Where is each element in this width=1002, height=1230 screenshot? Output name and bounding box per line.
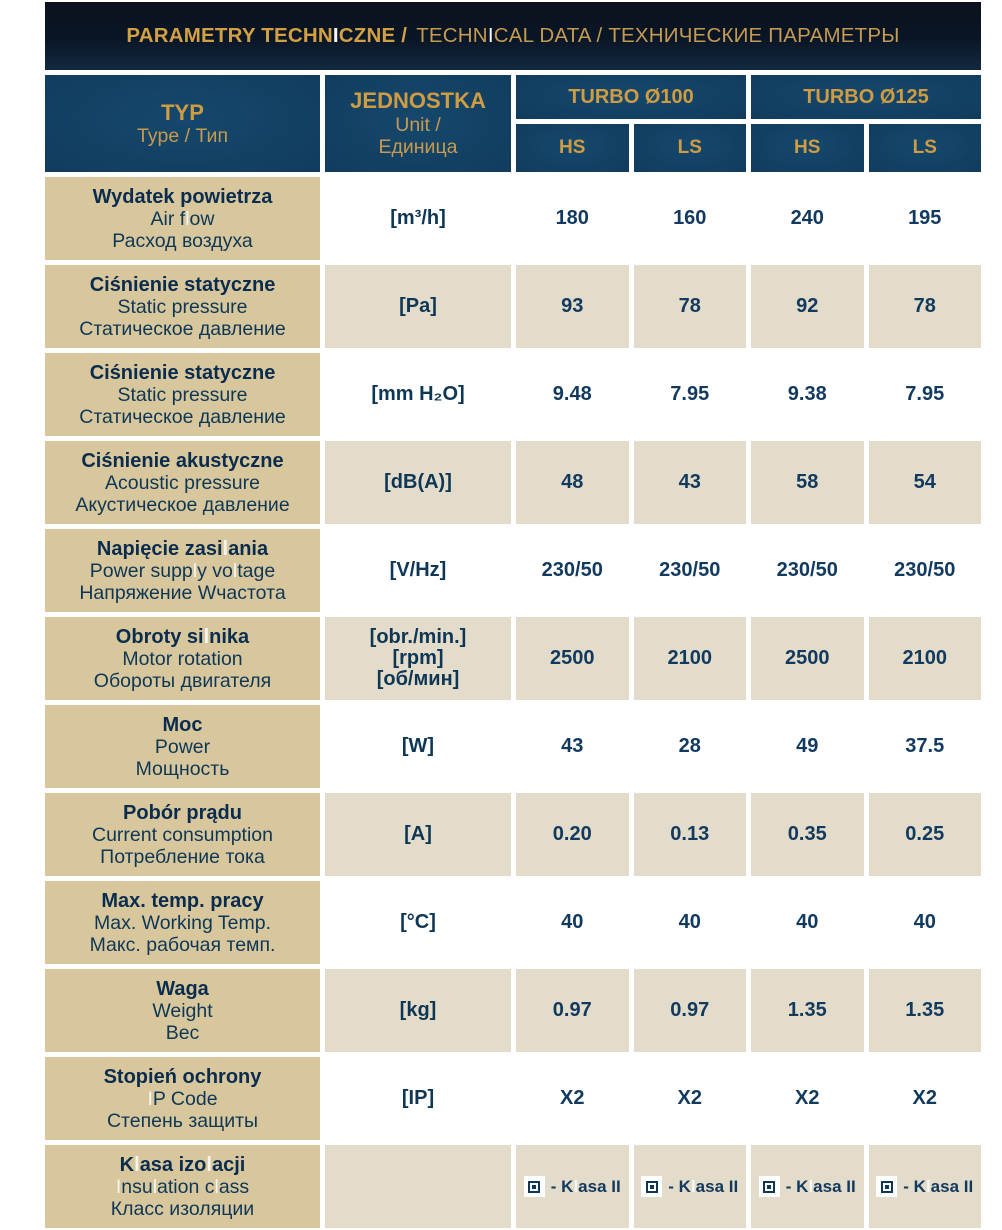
value-text: 0.97 bbox=[670, 999, 710, 1021]
group-label: TURBO Ø100 bbox=[568, 85, 694, 108]
table-row bbox=[45, 793, 981, 876]
header-unit-sub1: Unit / bbox=[395, 113, 441, 136]
header-group-turbo100 bbox=[516, 75, 746, 119]
class-ii-square-icon bbox=[759, 1176, 780, 1197]
unit-line: [°C] bbox=[400, 911, 436, 933]
parameter-name-en: Current consumption bbox=[91, 823, 273, 846]
value-text: 43 bbox=[678, 471, 701, 493]
value-cell-turbo100-hs bbox=[516, 969, 629, 1052]
value-text: 1.35 bbox=[787, 999, 827, 1021]
unit-cell bbox=[325, 441, 511, 524]
parameter-name-en: Motor rotation bbox=[122, 647, 243, 670]
parameter-name-pl: Ciśnienie akustyczne bbox=[81, 449, 284, 472]
value-text: 2100 bbox=[667, 647, 712, 669]
unit-cell bbox=[325, 353, 511, 436]
parameter-name-en: Power supply voltage bbox=[89, 559, 276, 582]
parameter-name-en: IP Code bbox=[147, 1087, 218, 1110]
value-text: 0.13 bbox=[670, 823, 710, 845]
header-group-turbo125 bbox=[751, 75, 981, 119]
value-text: X2 bbox=[795, 1087, 820, 1109]
value-text: 9.48 bbox=[552, 383, 592, 405]
parameter-name-ru: Степень защиты bbox=[106, 1109, 259, 1132]
table-row bbox=[45, 1057, 981, 1140]
value-text: 0.25 bbox=[905, 823, 945, 845]
parameter-name-pl: Moc bbox=[162, 713, 203, 736]
parameter-name-ru: Расход воздуха bbox=[112, 229, 253, 252]
value-text: 49 bbox=[796, 735, 819, 757]
value-text: 58 bbox=[796, 471, 819, 493]
value-text: - Klasa II bbox=[785, 1176, 856, 1196]
parameter-name-ru: Мощность bbox=[135, 757, 230, 780]
unit-cell bbox=[325, 881, 511, 964]
value-cell-turbo100-ls bbox=[634, 969, 747, 1052]
parameter-label-cell bbox=[45, 353, 320, 436]
value-text: 40 bbox=[913, 911, 936, 933]
value-cell-turbo100-hs bbox=[516, 1145, 629, 1228]
parameter-name-pl: Max. temp. pracy bbox=[101, 889, 264, 912]
table-header bbox=[45, 75, 981, 172]
value-text: 7.95 bbox=[905, 383, 945, 405]
parameter-label-cell bbox=[45, 969, 320, 1052]
parameter-name-pl: Stopień ochrony bbox=[103, 1065, 262, 1088]
header-turbo100-ls bbox=[634, 124, 747, 172]
value-cell-turbo125-hs bbox=[751, 265, 864, 348]
value-cell-turbo125-ls bbox=[869, 265, 982, 348]
parameter-name-pl: Waga bbox=[156, 977, 209, 1000]
unit-line: [mm H₂O] bbox=[371, 383, 465, 405]
value-text: 160 bbox=[673, 207, 707, 229]
value-cell-turbo100-hs bbox=[516, 705, 629, 788]
class-ii-square-icon bbox=[876, 1176, 897, 1197]
title-secondary: TECHNICAL DATA / ТЕХНИЧЕСКИЕ ПАРАМЕТРЫ bbox=[416, 24, 900, 47]
parameter-name-en: Power bbox=[154, 735, 211, 758]
unit-cell bbox=[325, 1145, 511, 1228]
parameter-label-cell bbox=[45, 705, 320, 788]
title-primary: PARAMETRY TECHNICZNE / bbox=[126, 24, 408, 47]
header-typ-cell bbox=[45, 75, 320, 172]
value-text: 78 bbox=[678, 295, 701, 317]
value-text: 230/50 bbox=[659, 559, 721, 581]
parameter-label-cell bbox=[45, 265, 320, 348]
value-text: 230/50 bbox=[894, 559, 956, 581]
parameter-name-en: Air flow bbox=[150, 207, 215, 230]
value-cell-turbo100-ls bbox=[634, 705, 747, 788]
parameter-name-pl: Ciśnienie statyczne bbox=[89, 273, 276, 296]
value-cell-turbo125-ls bbox=[869, 705, 982, 788]
parameter-name-en: Weight bbox=[152, 999, 213, 1022]
parameter-name-pl: Ciśnienie statyczne bbox=[89, 361, 276, 384]
value-text: X2 bbox=[560, 1087, 585, 1109]
value-cell-turbo100-hs bbox=[516, 441, 629, 524]
value-text: 0.20 bbox=[552, 823, 592, 845]
unit-line: [m³/h] bbox=[390, 207, 446, 229]
value-cell-turbo125-hs bbox=[751, 353, 864, 436]
value-cell-turbo125-ls bbox=[869, 881, 982, 964]
unit-line: [об/мин] bbox=[376, 668, 460, 690]
value-cell-turbo125-hs bbox=[751, 793, 864, 876]
table-body bbox=[45, 177, 981, 1228]
parameter-label-cell bbox=[45, 881, 320, 964]
value-cell-turbo125-hs bbox=[751, 617, 864, 700]
value-cell-turbo100-ls bbox=[634, 353, 747, 436]
parameter-name-pl: Obroty silnika bbox=[115, 625, 250, 648]
class-ii-square-icon bbox=[524, 1176, 545, 1197]
value-cell-turbo100-hs bbox=[516, 353, 629, 436]
table-title-bar bbox=[45, 2, 981, 70]
value-text: 230/50 bbox=[776, 559, 838, 581]
value-cell-turbo125-hs bbox=[751, 529, 864, 612]
value-cell-turbo125-ls bbox=[869, 1145, 982, 1228]
parameter-name-ru: Потребление тока bbox=[100, 845, 265, 868]
parameter-label-cell bbox=[45, 1145, 320, 1228]
value-text: 2100 bbox=[902, 647, 947, 669]
value-cell-turbo100-hs bbox=[516, 793, 629, 876]
value-cell-turbo125-ls bbox=[869, 441, 982, 524]
value-cell-turbo100-hs bbox=[516, 529, 629, 612]
value-text: X2 bbox=[677, 1087, 702, 1109]
value-text: 40 bbox=[561, 911, 584, 933]
value-text: - Klasa II bbox=[550, 1176, 621, 1196]
unit-cell bbox=[325, 177, 511, 260]
table-row bbox=[45, 705, 981, 788]
value-cell-turbo125-hs bbox=[751, 177, 864, 260]
table-row bbox=[45, 177, 981, 260]
value-text: 54 bbox=[913, 471, 936, 493]
speed-label: HS bbox=[559, 137, 586, 159]
value-text: 1.35 bbox=[905, 999, 945, 1021]
value-text: 180 bbox=[555, 207, 589, 229]
parameter-name-pl: Klasa izolacji bbox=[119, 1153, 246, 1176]
value-text: - Klasa II bbox=[668, 1176, 739, 1196]
parameter-name-ru: Напряжение Wчастота bbox=[79, 581, 286, 604]
value-cell-turbo125-hs bbox=[751, 705, 864, 788]
value-text: 2500 bbox=[785, 647, 830, 669]
value-text: 48 bbox=[561, 471, 584, 493]
unit-line: [dB(A)] bbox=[384, 471, 452, 493]
parameter-name-en: Max. Working Temp. bbox=[93, 911, 271, 934]
unit-line: [Pa] bbox=[399, 295, 437, 317]
value-text: 0.35 bbox=[787, 823, 827, 845]
value-text: 37.5 bbox=[905, 735, 945, 757]
value-cell-turbo100-hs bbox=[516, 881, 629, 964]
table-row bbox=[45, 529, 981, 612]
parameter-name-en: Acoustic pressure bbox=[105, 471, 260, 494]
value-text: 40 bbox=[796, 911, 819, 933]
value-cell-turbo100-ls bbox=[634, 617, 747, 700]
value-cell-turbo100-hs bbox=[516, 177, 629, 260]
value-cell-turbo125-ls bbox=[869, 529, 982, 612]
table-row bbox=[45, 265, 981, 348]
value-cell-turbo125-ls bbox=[869, 969, 982, 1052]
unit-line: [A] bbox=[404, 823, 432, 845]
value-cell-turbo125-ls bbox=[869, 793, 982, 876]
unit-line: [obr./min.] bbox=[369, 626, 467, 648]
unit-line: [V/Hz] bbox=[389, 559, 447, 581]
value-text: 9.38 bbox=[787, 383, 827, 405]
parameter-name-en: Insulation class bbox=[115, 1175, 250, 1198]
value-cell-turbo125-hs bbox=[751, 969, 864, 1052]
unit-line: [W] bbox=[401, 735, 435, 757]
value-text: 230/50 bbox=[541, 559, 603, 581]
value-cell-turbo125-ls bbox=[869, 353, 982, 436]
table-row bbox=[45, 353, 981, 436]
parameter-name-ru: Обороты двигателя bbox=[93, 669, 272, 692]
value-text: 2500 bbox=[550, 647, 595, 669]
parameter-name-ru: Класс изоляции bbox=[110, 1197, 255, 1220]
value-text: 92 bbox=[796, 295, 819, 317]
unit-cell bbox=[325, 969, 511, 1052]
parameter-name-ru: Статическое давление bbox=[79, 405, 286, 428]
value-cell-turbo125-hs bbox=[751, 441, 864, 524]
header-unit-sub2: Единица bbox=[378, 136, 458, 159]
value-text: 195 bbox=[908, 207, 942, 229]
unit-cell bbox=[325, 265, 511, 348]
parameter-name-ru: Акустическое давление bbox=[75, 493, 290, 516]
value-text: 240 bbox=[790, 207, 824, 229]
parameter-label-cell bbox=[45, 793, 320, 876]
parameter-name-pl: Wydatek powietrza bbox=[92, 185, 273, 208]
value-text: X2 bbox=[912, 1087, 937, 1109]
value-cell-turbo100-ls bbox=[634, 1145, 747, 1228]
value-cell-turbo100-ls bbox=[634, 177, 747, 260]
value-cell-turbo125-hs bbox=[751, 1145, 864, 1228]
value-text: 40 bbox=[678, 911, 701, 933]
parameter-label-cell bbox=[45, 441, 320, 524]
value-cell-turbo100-ls bbox=[634, 529, 747, 612]
parameter-name-ru: Статическое давление bbox=[79, 317, 286, 340]
parameter-name-ru: Макс. рабочая темп. bbox=[89, 933, 276, 956]
header-typ-sub: Type / Тип bbox=[136, 124, 229, 147]
parameter-name-en: Static pressure bbox=[117, 383, 248, 406]
value-text: 0.97 bbox=[552, 999, 592, 1021]
value-cell-turbo125-ls bbox=[869, 177, 982, 260]
parameter-label-cell bbox=[45, 617, 320, 700]
value-cell-turbo125-hs bbox=[751, 881, 864, 964]
header-unit-main: JEDNOSTKA bbox=[350, 88, 486, 114]
speed-label: LS bbox=[912, 137, 937, 159]
unit-cell bbox=[325, 705, 511, 788]
unit-cell bbox=[325, 793, 511, 876]
value-cell-turbo100-ls bbox=[634, 441, 747, 524]
value-text: 78 bbox=[913, 295, 936, 317]
parameter-name-pl: Napięcie zasilania bbox=[96, 537, 269, 560]
value-text: 93 bbox=[561, 295, 584, 317]
value-cell-turbo100-ls bbox=[634, 793, 747, 876]
speed-label: HS bbox=[794, 137, 821, 159]
unit-line: [kg] bbox=[399, 999, 437, 1021]
group-label: TURBO Ø125 bbox=[803, 85, 929, 108]
table-row bbox=[45, 441, 981, 524]
value-cell-turbo125-hs bbox=[751, 1057, 864, 1140]
table-row bbox=[45, 617, 981, 700]
parameter-label-cell bbox=[45, 1057, 320, 1140]
value-text: 43 bbox=[561, 735, 584, 757]
unit-cell bbox=[325, 1057, 511, 1140]
unit-line: [IP] bbox=[401, 1087, 435, 1109]
value-cell-turbo100-hs bbox=[516, 617, 629, 700]
table-row bbox=[45, 1145, 981, 1228]
header-turbo100-hs bbox=[516, 124, 629, 172]
unit-cell bbox=[325, 529, 511, 612]
speed-label: LS bbox=[677, 137, 702, 159]
value-cell-turbo100-hs bbox=[516, 1057, 629, 1140]
unit-line: [rpm] bbox=[392, 647, 444, 669]
header-unit-cell bbox=[325, 75, 511, 172]
parameter-label-cell bbox=[45, 177, 320, 260]
value-text: 28 bbox=[678, 735, 701, 757]
parameter-name-en: Static pressure bbox=[117, 295, 248, 318]
parameter-name-ru: Вес bbox=[165, 1021, 200, 1044]
value-cell-turbo125-ls bbox=[869, 1057, 982, 1140]
header-turbo125-hs bbox=[751, 124, 864, 172]
value-cell-turbo125-ls bbox=[869, 617, 982, 700]
value-cell-turbo100-ls bbox=[634, 1057, 747, 1140]
value-cell-turbo100-hs bbox=[516, 265, 629, 348]
table-row bbox=[45, 969, 981, 1052]
class-ii-square-icon bbox=[641, 1176, 662, 1197]
parameter-name-pl: Pobór prądu bbox=[123, 801, 242, 824]
parameter-label-cell bbox=[45, 529, 320, 612]
header-turbo125-ls bbox=[869, 124, 982, 172]
value-cell-turbo100-ls bbox=[634, 881, 747, 964]
value-text: - Klasa II bbox=[903, 1176, 974, 1196]
value-cell-turbo100-ls bbox=[634, 265, 747, 348]
unit-cell bbox=[325, 617, 511, 700]
header-typ-main: TYP bbox=[161, 99, 204, 125]
value-text: 7.95 bbox=[670, 383, 710, 405]
table-row bbox=[45, 881, 981, 964]
